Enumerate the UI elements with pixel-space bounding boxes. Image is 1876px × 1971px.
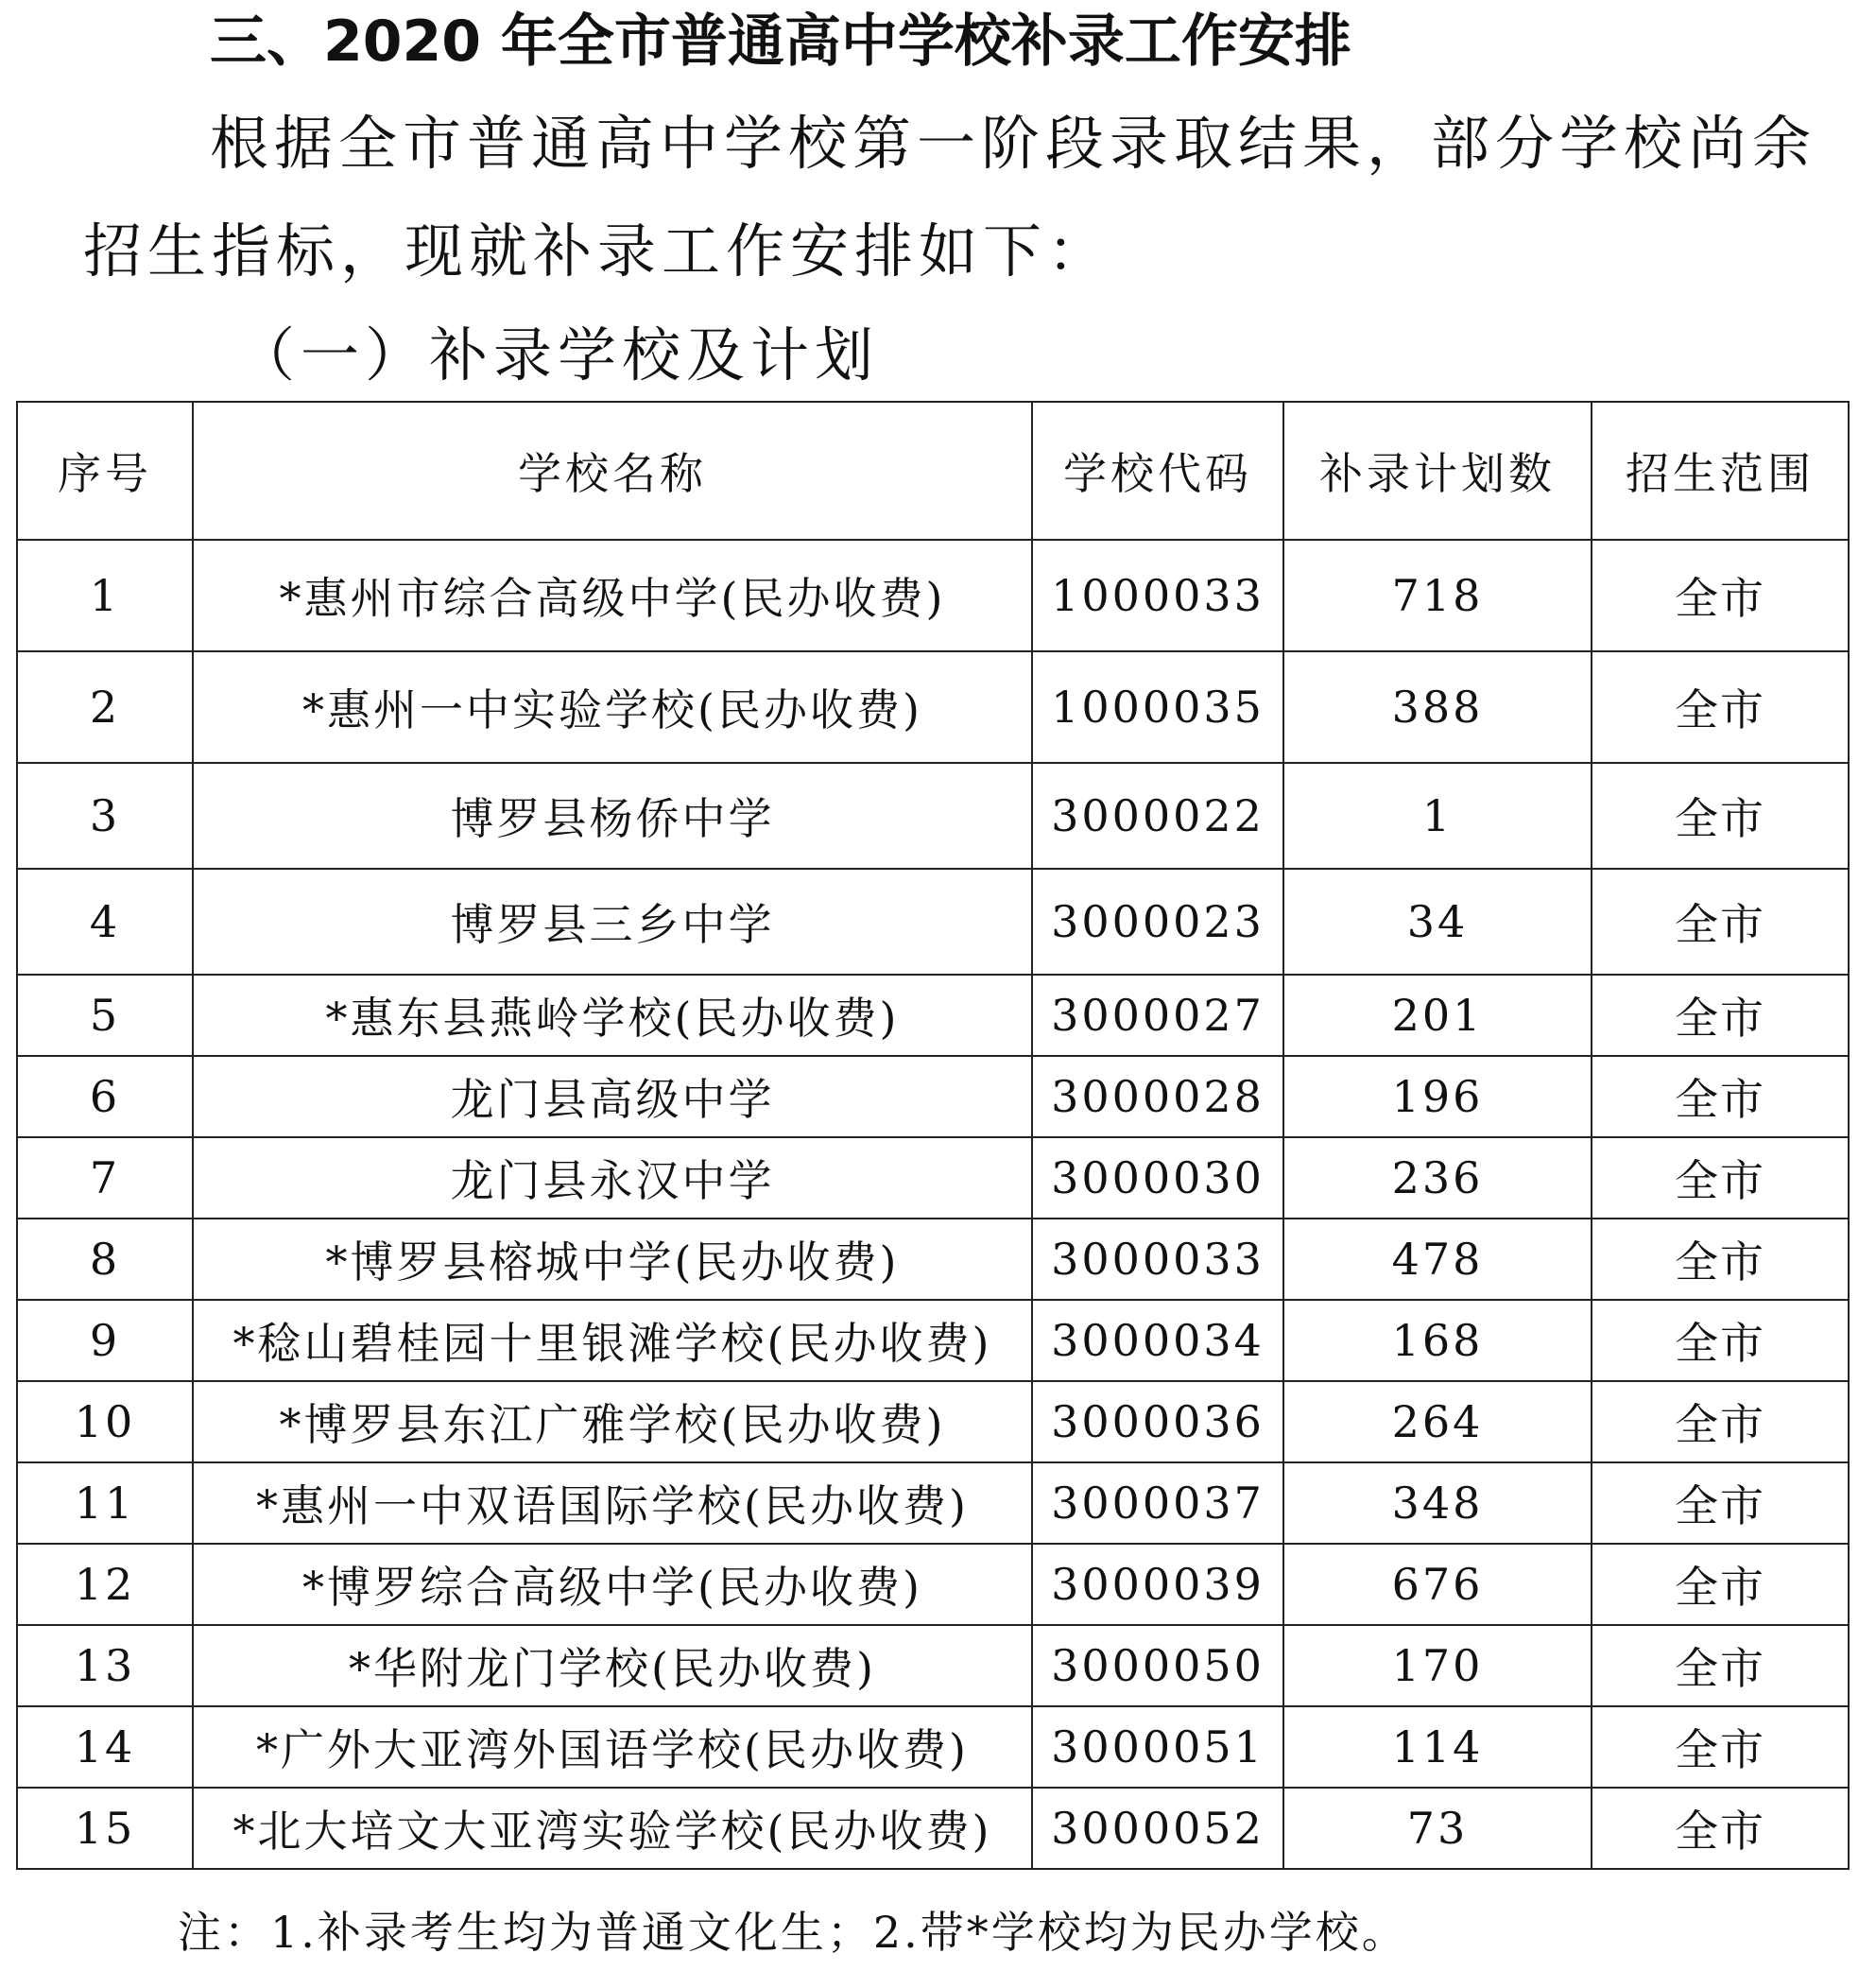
seq-cell: 4 (17, 869, 193, 975)
plan-count-cell: 73 (1283, 1788, 1592, 1869)
school-code-cell: 3000023 (1032, 869, 1283, 975)
table-row (17, 1462, 1849, 1544)
seq-cell: 2 (17, 651, 193, 763)
table-row (17, 975, 1849, 1056)
scope-cell: 全市 (1592, 1219, 1849, 1300)
scope-cell: 全市 (1592, 763, 1849, 869)
header-school-code: 学校代码 (1032, 402, 1283, 540)
table-row (17, 1381, 1849, 1462)
school-name-cell: *稔山碧桂园十里银滩学校(民办收费) (193, 1300, 1032, 1381)
school-name-cell: *北大培文大亚湾实验学校(民办收费) (193, 1788, 1032, 1869)
seq-cell: 15 (17, 1788, 193, 1869)
scope-cell: 全市 (1592, 1706, 1849, 1788)
seq-cell: 5 (17, 975, 193, 1056)
school-name-cell: *华附龙门学校(民办收费) (193, 1625, 1032, 1706)
plan-count-cell: 478 (1283, 1219, 1592, 1300)
seq-cell: 14 (17, 1706, 193, 1788)
table-row (17, 1544, 1849, 1625)
plan-count-cell: 718 (1283, 540, 1592, 651)
table-row (17, 869, 1849, 975)
scope-cell: 全市 (1592, 1625, 1849, 1706)
seq-cell: 12 (17, 1544, 193, 1625)
seq-cell: 13 (17, 1625, 193, 1706)
school-code-cell: 3000039 (1032, 1544, 1283, 1625)
intro-paragraph-line-2: 招生指标，现就补录工作安排如下： (83, 216, 1112, 285)
scope-cell: 全市 (1592, 1462, 1849, 1544)
scope-cell: 全市 (1592, 540, 1849, 651)
seq-cell: 3 (17, 763, 193, 869)
header-plan-count: 补录计划数 (1283, 402, 1592, 540)
plan-count-cell: 34 (1283, 869, 1592, 975)
plan-count-cell: 196 (1283, 1056, 1592, 1137)
seq-cell: 6 (17, 1056, 193, 1137)
table-row (17, 1219, 1849, 1300)
table-row (17, 1056, 1849, 1137)
school-code-cell: 1000035 (1032, 651, 1283, 763)
scope-cell: 全市 (1592, 1381, 1849, 1462)
school-code-cell: 1000033 (1032, 540, 1283, 651)
school-code-cell: 3000022 (1032, 763, 1283, 869)
school-code-cell: 3000028 (1032, 1056, 1283, 1137)
school-code-cell: 3000050 (1032, 1625, 1283, 1706)
table-row (17, 1625, 1849, 1706)
table-footnote: 注：1.补录考生均为普通文化生；2.带*学校均为民办学校。 (178, 1907, 1408, 1958)
school-name-cell: *博罗综合高级中学(民办收费) (193, 1544, 1032, 1625)
section-heading: 三、2020 年全市普通高中学校补录工作安排 (210, 9, 1351, 75)
scope-cell: 全市 (1592, 1788, 1849, 1869)
school-code-cell: 3000036 (1032, 1381, 1283, 1462)
school-name-cell: *惠东县燕岭学校(民办收费) (193, 975, 1032, 1056)
header-admission-scope: 招生范围 (1592, 402, 1849, 540)
plan-count-cell: 676 (1283, 1544, 1592, 1625)
plan-count-cell: 201 (1283, 975, 1592, 1056)
school-code-cell: 3000037 (1032, 1462, 1283, 1544)
plan-count-cell: 264 (1283, 1381, 1592, 1462)
table-row (17, 1706, 1849, 1788)
school-name-cell: 龙门县永汉中学 (193, 1137, 1032, 1219)
plan-count-cell: 1 (1283, 763, 1592, 869)
plan-count-cell: 236 (1283, 1137, 1592, 1219)
header-school-name: 学校名称 (193, 402, 1032, 540)
plan-count-cell: 170 (1283, 1625, 1592, 1706)
school-name-cell: 龙门县高级中学 (193, 1056, 1032, 1137)
school-name-cell: *博罗县榕城中学(民办收费) (193, 1219, 1032, 1300)
table-row (17, 651, 1849, 763)
plan-count-cell: 168 (1283, 1300, 1592, 1381)
school-code-cell: 3000052 (1032, 1788, 1283, 1869)
header-seq: 序号 (17, 402, 193, 540)
table-row (17, 540, 1849, 651)
table-row (17, 763, 1849, 869)
table-header-row (17, 402, 1849, 540)
table-row (17, 1788, 1849, 1869)
subsection-heading: （一）补录学校及计划 (236, 320, 880, 389)
school-name-cell: *广外大亚湾外国语学校(民办收费) (193, 1706, 1032, 1788)
school-name-cell: *惠州一中实验学校(民办收费) (193, 651, 1032, 763)
table-row (17, 1300, 1849, 1381)
scope-cell: 全市 (1592, 1300, 1849, 1381)
scope-cell: 全市 (1592, 975, 1849, 1056)
school-name-cell: *博罗县东江广雅学校(民办收费) (193, 1381, 1032, 1462)
scope-cell: 全市 (1592, 1056, 1849, 1137)
scope-cell: 全市 (1592, 1137, 1849, 1219)
scope-cell: 全市 (1592, 1544, 1849, 1625)
seq-cell: 8 (17, 1219, 193, 1300)
supplementary-admission-table (16, 401, 1850, 1870)
seq-cell: 1 (17, 540, 193, 651)
scope-cell: 全市 (1592, 651, 1849, 763)
seq-cell: 9 (17, 1300, 193, 1381)
seq-cell: 7 (17, 1137, 193, 1219)
school-code-cell: 3000034 (1032, 1300, 1283, 1381)
school-name-cell: 博罗县三乡中学 (193, 869, 1032, 975)
plan-count-cell: 348 (1283, 1462, 1592, 1544)
table-row (17, 1137, 1849, 1219)
seq-cell: 10 (17, 1381, 193, 1462)
school-name-cell: *惠州市综合高级中学(民办收费) (193, 540, 1032, 651)
school-code-cell: 3000051 (1032, 1706, 1283, 1788)
plan-count-cell: 114 (1283, 1706, 1592, 1788)
seq-cell: 11 (17, 1462, 193, 1544)
intro-paragraph-line-1: 根据全市普通高中学校第一阶段录取结果，部分学校尚余 (210, 109, 1817, 178)
school-name-cell: 博罗县杨侨中学 (193, 763, 1032, 869)
school-code-cell: 3000027 (1032, 975, 1283, 1056)
scope-cell: 全市 (1592, 869, 1849, 975)
school-code-cell: 3000030 (1032, 1137, 1283, 1219)
school-code-cell: 3000033 (1032, 1219, 1283, 1300)
school-name-cell: *惠州一中双语国际学校(民办收费) (193, 1462, 1032, 1544)
plan-count-cell: 388 (1283, 651, 1592, 763)
